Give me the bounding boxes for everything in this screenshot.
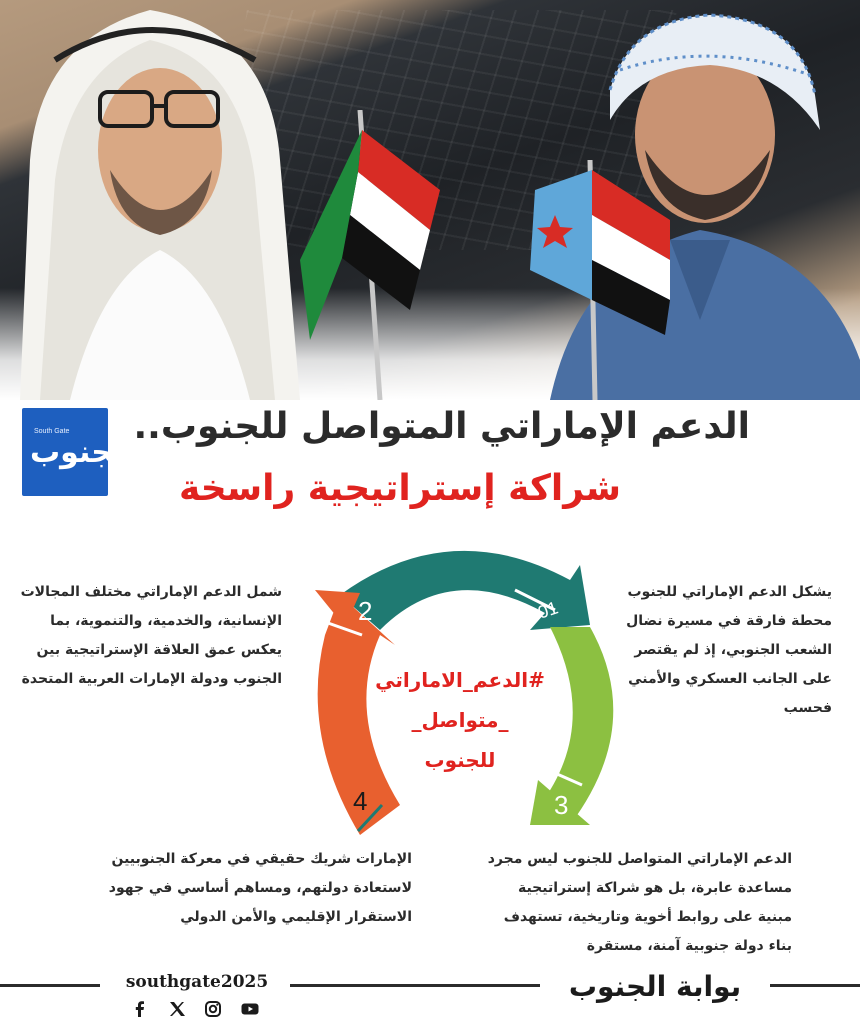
south-gate-logo — [22, 408, 135, 496]
hashtag-line-2: _متواصل_ — [411, 708, 509, 732]
text-line: يعكس عمق العلاقة الإستراتيجية بين — [36, 642, 282, 658]
text-line: محطة فارقة في مسيرة نضال — [626, 613, 832, 629]
text-line: الاستقرار الإقليمي والأمن الدولي — [180, 909, 412, 925]
text-line: الإنسانية، والخدمية، والتنموية، بما — [50, 613, 282, 629]
footer-rule-left — [0, 984, 100, 987]
footer-rule-middle — [290, 984, 540, 987]
hero-photo — [0, 0, 860, 400]
text-line: فحسب — [783, 700, 832, 716]
logo-sub-text: South Gate — [34, 428, 70, 435]
text-line: شمل الدعم الإماراتي مختلف المجالات — [20, 584, 282, 600]
text-line: لاستعادة دولتهم، ومساهم أساسي في جهود — [108, 880, 412, 896]
text-line: مساعدة عابرة، بل هو شراكة إستراتيجية — [517, 880, 792, 896]
step-1-number: 01 — [535, 597, 561, 623]
uae-flag — [280, 110, 480, 400]
youtube-icon[interactable] — [240, 999, 260, 1019]
left-person-portrait — [0, 0, 300, 400]
step-3-number: 3 — [554, 790, 569, 820]
text-line: بناء دولة جنوبية آمنة، مستقرة — [586, 938, 792, 954]
south-flag — [510, 160, 680, 400]
footer-rule-right — [770, 984, 860, 987]
headline-primary: الدعم الإماراتي المتواصل للجنوب.. — [133, 406, 750, 447]
facebook-icon[interactable] — [130, 999, 150, 1019]
text-block-bottom-left — [90, 845, 412, 932]
text-block-top-left — [10, 578, 282, 694]
text-line: على الجانب العسكري والأمني — [628, 671, 832, 687]
text-line: مبنية على روابط أخوية وتاريخية، تستهدف — [503, 909, 792, 925]
footer-handle: southgate2025 — [125, 972, 269, 992]
text-line: الجنوب ودولة الإمارات العربية المتحدة — [21, 671, 282, 687]
instagram-icon[interactable] — [203, 999, 223, 1019]
footer-brand: بوابة الجنوب — [568, 970, 742, 1003]
text-block-bottom-right — [470, 845, 792, 961]
logo-main-text: الجنوب — [30, 435, 135, 470]
center-hashtag — [360, 660, 560, 780]
headline-secondary: شراكة إستراتيجية راسخة — [178, 468, 622, 509]
text-block-top-right — [620, 578, 832, 723]
hashtag-line-3: للجنوب — [424, 748, 496, 772]
x-icon[interactable] — [167, 999, 187, 1019]
text-line: الشعب الجنوبي، إذ لم يقتصر — [634, 642, 832, 658]
hashtag-line-1: #الدعم_الاماراتي — [375, 668, 545, 692]
social-icons — [130, 998, 260, 1020]
text-line: الإمارات شريك حقيقي في معركة الجنوبيين — [111, 851, 412, 867]
text-line: يشكل الدعم الإماراتي للجنوب — [627, 584, 832, 600]
step-4-number: 4 — [353, 786, 368, 816]
step-2-number: 2 — [358, 596, 373, 626]
text-line: الدعم الإماراتي المتواصل للجنوب ليس مجرد — [487, 851, 792, 867]
